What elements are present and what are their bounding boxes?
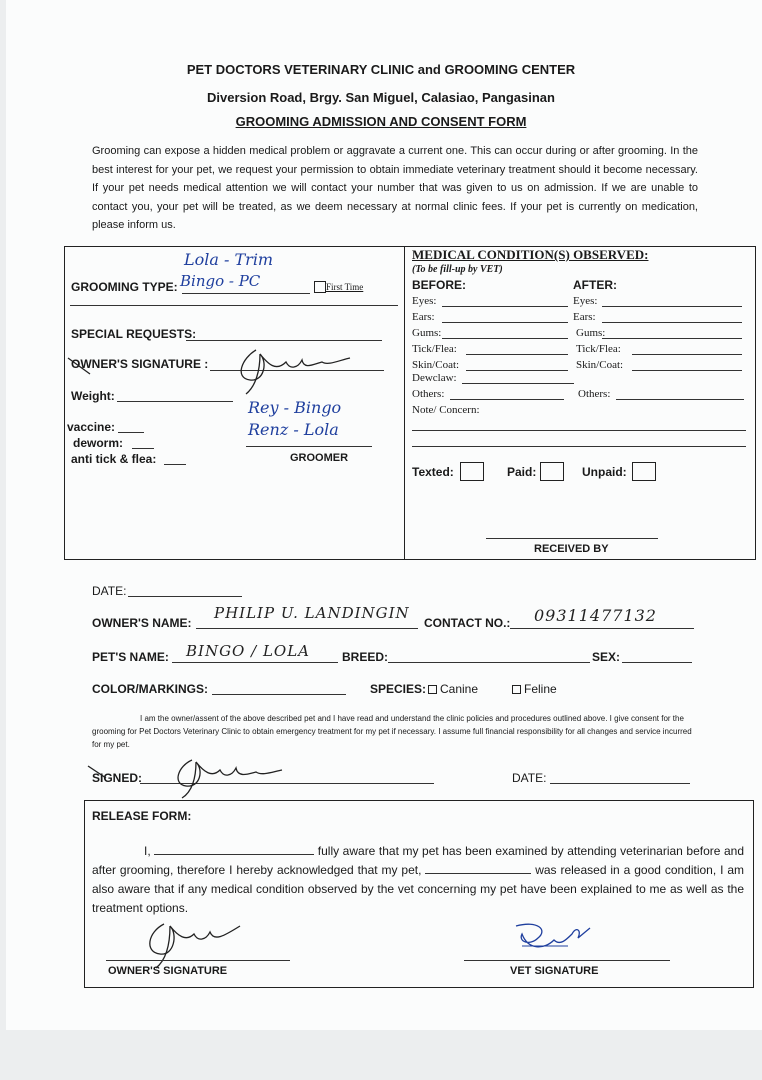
date2-label: DATE:: [512, 771, 547, 785]
groomer-line: [246, 446, 372, 447]
before-row-label: Tick/Flea:: [412, 343, 457, 355]
sex-line: [622, 662, 692, 663]
release-text-c: was released in a good condition, I am also aware that if any medical condition observed by the vet concerning my pet have been explained to me as well as the treatment options.: [92, 863, 744, 915]
box-divider: [404, 246, 405, 559]
weight-label: Weight:: [71, 389, 115, 403]
before-row-label: Skin/Coat:: [412, 359, 460, 371]
signed-scribble: [86, 752, 316, 802]
species-label: SPECIES:: [370, 682, 427, 696]
groomer-handwritten-1: Rey - Bingo: [248, 398, 342, 417]
after-row-label: Gums:: [576, 327, 606, 339]
before-row-line: [442, 306, 568, 307]
received-by-line: [486, 538, 658, 539]
texted-label: Texted:: [412, 465, 454, 479]
release-vet-scribble: [508, 916, 598, 962]
others-after-label: Others:: [578, 388, 611, 400]
contact-label: CONTACT NO.:: [424, 616, 511, 630]
note-line-2: [412, 446, 746, 447]
groomer-handwritten-2: Renz - Lola: [248, 420, 339, 439]
release-vet-line: [464, 960, 670, 961]
unpaid-checkbox[interactable]: [632, 462, 656, 481]
release-pet-blank: [425, 863, 531, 874]
breed-label: BREED:: [342, 650, 389, 664]
sex-label: SEX:: [592, 650, 621, 664]
owner-name-handwritten: PHILIP U. LANDINGIN: [214, 604, 410, 622]
owner-name-label: OWNER'S NAME:: [92, 616, 192, 630]
unpaid-label: Unpaid:: [582, 465, 627, 479]
deworm-label: deworm:: [73, 436, 124, 450]
color-markings-line: [212, 694, 346, 695]
release-owner-line: [106, 960, 290, 961]
medical-subtitle: (To be fill-up by VET): [412, 264, 503, 275]
clinic-address: Diversion Road, Brgy. San Miguel, Calasiao, Pangasinan: [207, 90, 555, 105]
after-row-label: Skin/Coat:: [576, 359, 624, 371]
feline-label: Feline: [524, 682, 557, 696]
after-row-line: [602, 306, 742, 307]
dewclaw-line: [462, 383, 574, 384]
before-row-line: [442, 322, 568, 323]
after-label: AFTER:: [573, 278, 617, 292]
date2-line: [550, 783, 690, 784]
contact-handwritten: 09311477132: [534, 606, 657, 625]
clinic-name: PET DOCTORS VETERINARY CLINIC and GROOMING CENTER: [186, 62, 576, 77]
canine-label: Canine: [440, 682, 479, 696]
release-vet-label: VET SIGNATURE: [510, 965, 599, 977]
dewclaw-label: Dewclaw:: [412, 372, 457, 384]
form-title: GROOMING ADMISSION AND CONSENT FORM: [235, 114, 527, 129]
paid-label: Paid:: [507, 465, 537, 479]
before-row-line: [466, 370, 568, 371]
first-time-label: First Time: [326, 282, 364, 292]
pet-name-line: [172, 662, 338, 663]
others-before-line: [450, 399, 564, 400]
before-row-label: Ears:: [412, 311, 435, 323]
grooming-extra-line: [70, 305, 398, 306]
after-row-line: [632, 354, 742, 355]
canine-checkbox[interactable]: [428, 685, 437, 694]
pet-name-handwritten: BINGO / LOLA: [186, 642, 310, 660]
owner-signature-label: OWNER'S SIGNATURE :: [71, 357, 209, 371]
received-by-label: RECEIVED BY: [534, 543, 609, 555]
after-row-label: Eyes:: [573, 295, 598, 307]
owner-name-line: [196, 628, 418, 629]
grooming-type-handwritten-2: Bingo - PC: [180, 272, 261, 290]
note-label: Note/ Concern:: [412, 404, 480, 416]
first-time-checkbox[interactable]: [314, 281, 326, 293]
after-row-line: [602, 338, 742, 339]
grooming-type-line: [182, 293, 310, 294]
contact-line: [510, 628, 694, 629]
release-title: RELEASE FORM:: [92, 809, 192, 823]
after-row-label: Tick/Flea:: [576, 343, 621, 355]
paid-checkbox[interactable]: [540, 462, 564, 481]
anti-tick-line: [164, 464, 186, 465]
after-row-line: [602, 322, 742, 323]
medical-title: MEDICAL CONDITION(S) OBSERVED:: [412, 247, 649, 262]
intro-paragraph: Grooming can expose a hidden medical problem or aggravate a current one. This can occur during or after grooming. In the best interest for your pet, we request your permission to obtain immediate veterinary treatment should it become necessary. If your pet needs medical attention we will contact your number that was given to us on admission. If we are unable to contact you, your pet will be treated, as we deem necessary at normal clinic fees. If your pet is currently on medication, please inform us.: [92, 145, 698, 231]
after-row-label: Ears:: [573, 311, 596, 323]
before-row-line: [466, 354, 568, 355]
vaccine-line: [118, 432, 144, 433]
release-text-a: I,: [144, 844, 155, 858]
date-line: [128, 596, 242, 597]
before-label: BEFORE:: [412, 278, 466, 292]
release-name-blank: [154, 844, 314, 855]
release-owner-label: OWNER'S SIGNATURE: [108, 965, 228, 977]
others-after-line: [616, 399, 744, 400]
release-text-b: fully aware that my pet has been examined by attending veterinarian before and after grooming, therefore I hereby acknowledged that my pet,: [92, 844, 744, 877]
groomer-label: GROOMER: [290, 452, 349, 464]
texted-checkbox[interactable]: [460, 462, 484, 481]
before-row-label: Eyes:: [412, 295, 437, 307]
vaccine-label: vaccine:: [67, 420, 116, 434]
release-text: [92, 842, 744, 918]
before-row-line: [442, 338, 568, 339]
breed-line: [388, 662, 590, 663]
before-row-label: Gums:: [412, 327, 442, 339]
others-before-label: Others:: [412, 388, 445, 400]
deworm-line: [132, 448, 154, 449]
signed-label: SIGNED:: [92, 771, 143, 785]
after-row-line: [632, 370, 742, 371]
date-label: DATE:: [92, 584, 127, 598]
color-markings-label: COLOR/MARKINGS:: [92, 682, 208, 696]
release-owner-scribble: [120, 912, 250, 972]
anti-tick-label: anti tick & flea:: [71, 452, 157, 466]
feline-checkbox[interactable]: [512, 685, 521, 694]
weight-line: [117, 401, 233, 402]
consent-text: I am the owner/assent of the above described pet and I have read and understand the clinic policies and procedures outlined above. I give consent for the grooming for Pet Doctors Veterinary Clinic to obtain emergency treatment for my pet if necessary. I assume full financial responsibility for all changes and service incurred for my pet.: [92, 714, 692, 749]
special-requests-label: SPECIAL REQUESTS:: [71, 327, 197, 341]
grooming-type-label: GROOMING TYPE:: [71, 280, 178, 294]
grooming-type-handwritten-1: Lola - Trim: [184, 250, 274, 269]
note-line-1: [412, 430, 746, 431]
pet-name-label: PET'S NAME:: [92, 650, 169, 664]
